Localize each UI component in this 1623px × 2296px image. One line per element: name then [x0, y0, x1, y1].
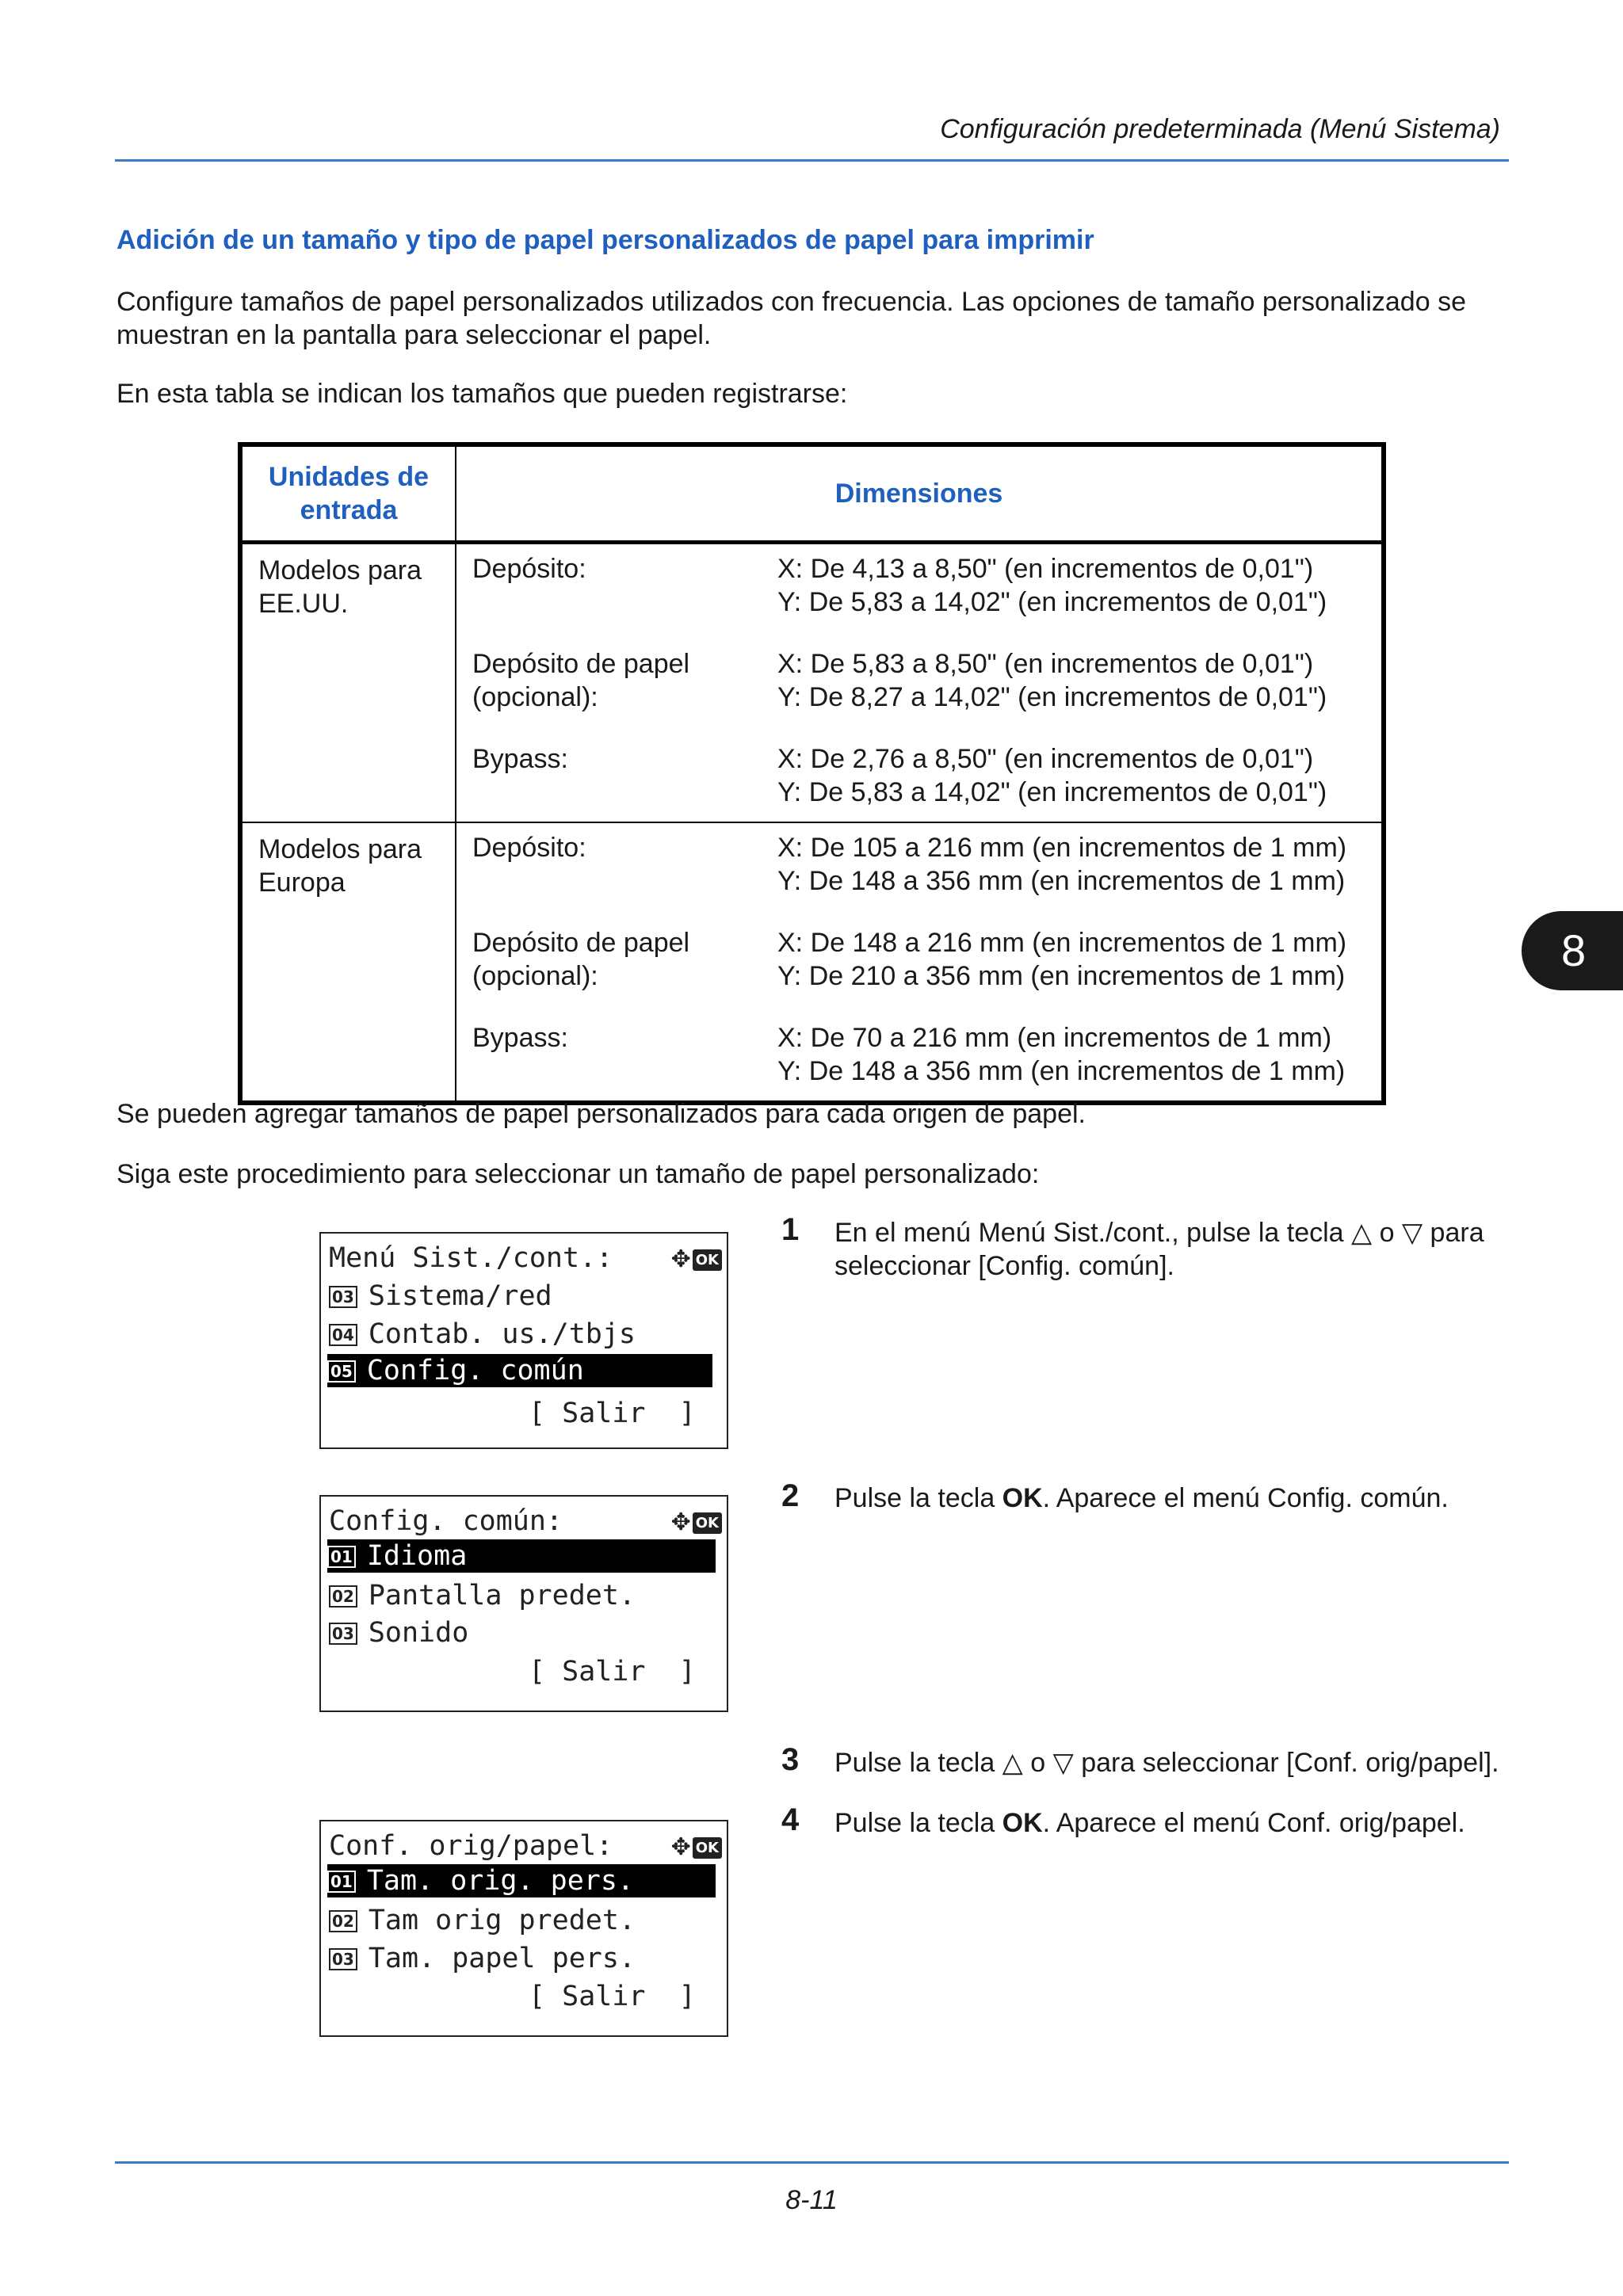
step-line: seleccionar [Config. común]. [834, 1251, 1174, 1281]
lcd-screen-config-comun [319, 1495, 728, 1712]
section-title: Adición de un tamaño y tipo de papel personalizados de papel para imprimir [116, 225, 1094, 255]
model-line: Modelos para [258, 834, 422, 864]
step-text: Pulse la tecla OK. Aparece el menú Config. común. [834, 1483, 1449, 1513]
header-units [240, 444, 456, 543]
source-row [456, 1013, 1381, 1100]
dimension-cell [456, 822, 1384, 1103]
source-label: Depósito de papel (opcional): [472, 928, 690, 991]
footer-rule [115, 2161, 1509, 2164]
step-text [834, 1216, 1524, 1283]
lcd-exit-softkey[interactable]: [ Salir ] [529, 1398, 696, 1429]
source-row [456, 544, 1381, 639]
procedure-intro: Siga este procedimiento para seleccionar un tamaño de papel personalizado: [116, 1159, 1040, 1189]
lcd-title: Menú Sist./cont.: [329, 1242, 613, 1274]
lcd-menu-item-selected[interactable]: 01 Tam. orig. pers. [327, 1864, 716, 1897]
item-number-icon: 03 [329, 1623, 357, 1645]
four-way-arrow-icon: ✥ [670, 1508, 691, 1536]
page-number: 8-11 [785, 2185, 838, 2215]
source-label: Depósito: [472, 554, 586, 584]
model-cell [240, 543, 456, 823]
range-values: X: De 148 a 216 mm (en incrementos de 1 mm) Y: De 210 a 356 mm (en incrementos de 1 mm) [777, 928, 1347, 991]
table-row [240, 543, 1384, 823]
header-dimensions: Dimensiones [456, 444, 1384, 543]
intro-line: Configure tamaños de papel personalizados utilizados con frecuencia. Las opciones de tamaño personalizado se [116, 287, 1466, 317]
nav-ok-icons [671, 1509, 722, 1536]
model-line: Europa [258, 868, 346, 898]
item-number-icon: 02 [329, 1585, 357, 1608]
after-table-text: Se pueden agregar tamaños de papel personalizados para cada origen de papel. [116, 1099, 1086, 1129]
step-line: En el menú Menú Sist./cont., pulse la tecla △ o ▽ para [834, 1218, 1484, 1248]
table-header-row [240, 444, 1384, 543]
dimension-cell [456, 543, 1384, 823]
lcd-menu-item-selected[interactable]: 05 Config. común [327, 1354, 712, 1387]
ok-key-icon: OK [693, 1249, 722, 1271]
source-row [456, 734, 1381, 822]
nav-ok-icons [671, 1834, 722, 1861]
item-number-icon: 01 [327, 1871, 356, 1893]
chapter-tab: 8 [1522, 911, 1623, 990]
source-label: Depósito: [472, 833, 586, 863]
range-values: X: De 2,76 a 8,50" (en incrementos de 0,01") Y: De 5,83 a 14,02" (en incrementos de 0,01") [777, 744, 1327, 807]
model-line: Modelos para [258, 555, 422, 585]
intro-line: muestran en la pantalla para seleccionar el papel. [116, 320, 712, 350]
item-number-icon: 05 [327, 1360, 356, 1383]
lcd-menu-item[interactable]: 04 Contab. us./tbjs [329, 1318, 636, 1351]
lcd-menu-item[interactable]: 02 Tam orig predet. [329, 1904, 636, 1937]
range-values: X: De 4,13 a 8,50" (en incrementos de 0,01") Y: De 5,83 a 14,02" (en incrementos de 0,01") [777, 554, 1327, 617]
step-number: 1 [781, 1212, 800, 1247]
ok-key-icon: OK [693, 1837, 722, 1859]
range-values: X: De 105 a 216 mm (en incrementos de 1 mm) Y: De 148 a 356 mm (en incrementos de 1 mm) [777, 833, 1347, 896]
item-number-icon: 03 [329, 1286, 357, 1308]
range-values: X: De 5,83 a 8,50" (en incrementos de 0,01") Y: De 8,27 a 14,02" (en incrementos de 0,01") [777, 649, 1327, 712]
lcd-menu-item-selected[interactable]: 01 Idioma [327, 1539, 716, 1573]
source-row [456, 918, 1381, 1013]
step-number: 4 [781, 1802, 800, 1837]
lcd-title: Config. común: [329, 1505, 563, 1537]
ok-key-icon: OK [693, 1512, 722, 1534]
lcd-title: Conf. orig/papel: [329, 1830, 613, 1862]
step-number: 3 [781, 1742, 800, 1777]
lcd-menu-item[interactable]: 03 Sistema/red [329, 1280, 552, 1313]
table-intro: En esta tabla se indican los tamaños que pueden registrarse: [116, 379, 848, 409]
source-row [456, 639, 1381, 734]
source-label: Depósito de papel (opcional): [472, 649, 690, 712]
source-label: Bypass: [472, 1023, 568, 1053]
four-way-arrow-icon: ✥ [670, 1245, 691, 1273]
lcd-menu-item[interactable]: 03 Tam. papel pers. [329, 1942, 636, 1975]
item-number-icon: 01 [327, 1546, 356, 1568]
source-label: Bypass: [472, 744, 568, 774]
range-values: X: De 70 a 216 mm (en incrementos de 1 mm) Y: De 148 a 356 mm (en incrementos de 1 mm) [777, 1023, 1346, 1086]
lcd-screen-menu-sist [319, 1232, 728, 1449]
step-number: 2 [781, 1478, 800, 1513]
step-text: Pulse la tecla OK. Aparece el menú Conf. orig/papel. [834, 1808, 1465, 1838]
model-cell [240, 822, 456, 1103]
item-number-icon: 02 [329, 1910, 357, 1932]
lcd-menu-item[interactable]: 03 Sonido [329, 1616, 468, 1650]
item-number-icon: 03 [329, 1948, 357, 1970]
source-row [456, 823, 1381, 918]
lcd-exit-softkey[interactable]: [ Salir ] [529, 1656, 696, 1688]
intro-paragraph [116, 285, 1519, 352]
four-way-arrow-icon: ✥ [670, 1833, 691, 1861]
lcd-menu-item[interactable]: 02 Pantalla predet. [329, 1579, 636, 1612]
header-units-line: entrada [300, 495, 398, 525]
lcd-screen-conf-orig-papel [319, 1820, 728, 2037]
running-header: Configuración predeterminada (Menú Sistema) [940, 114, 1500, 144]
nav-ok-icons [671, 1246, 722, 1273]
model-line: EE.UU. [258, 589, 349, 619]
item-number-icon: 04 [329, 1324, 357, 1346]
lcd-exit-softkey[interactable]: [ Salir ] [529, 1981, 696, 2012]
header-units-line: Unidades de [268, 462, 430, 492]
table-row [240, 822, 1384, 1103]
step-text: Pulse la tecla △ o ▽ para seleccionar [Conf. orig/papel]. [834, 1748, 1499, 1778]
header-rule [115, 159, 1509, 162]
paper-size-table [238, 442, 1386, 1105]
